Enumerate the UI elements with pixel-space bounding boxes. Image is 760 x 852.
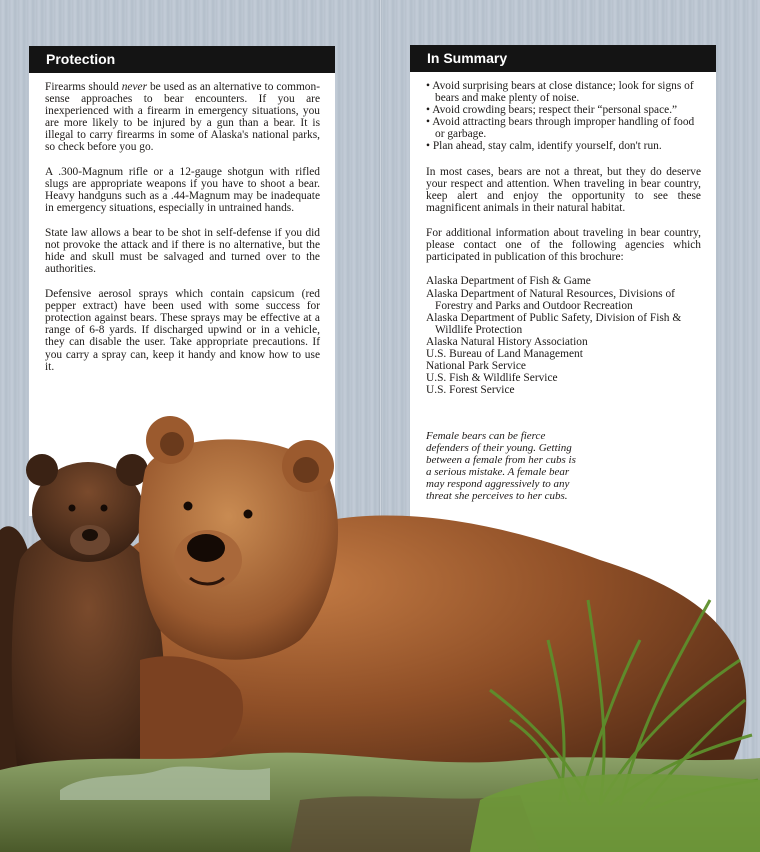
- agency-item: U.S. Fish & Wildlife Service: [426, 372, 558, 385]
- summary-bullet: • Avoid crowding bears; respect their “personal space.”: [426, 104, 678, 117]
- bear-ear-right-inner: [293, 457, 319, 483]
- agency-item: U.S. Bureau of Land Management: [426, 347, 583, 360]
- protection-paragraph-4: Defensive aerosol sprays which contain capsicum (red pepper extract) have been used with some success for protection against bears. These sprays may be effective at a range of 6-8 yards. If discharged upwind or in a vehicle, they can disable the user. Take appropriate precautions. If you carry a spray can, keep it handy and know how to use it.: [45, 288, 320, 373]
- summary-paragraph-2: For additional information about traveling in bear country, please contact one of the following agencies which participated in publication of this brochure:: [426, 226, 701, 263]
- bear-nose: [187, 534, 225, 562]
- p1-text-a: Firearms should: [45, 81, 122, 93]
- photo-caption: Female bears can be fierce defenders of their young. Getting between a female from her cubs is a serious mistake. A female bear may respond aggressively to any threat she perceives to her cubs.: [426, 430, 576, 503]
- agency-item: Wildlife Protection: [435, 323, 523, 336]
- protection-paragraph-2: A .300-Magnum rifle or a 12-gauge shotgun with rifled slugs are appropriate weapons if you have to shoot a bear. Heavy handguns such as a .44-Magnum may be inadequate in emergency situations, especially in untrained hands.: [45, 166, 320, 215]
- summary-bullet: • Avoid attracting bears through improper handling of food or garbage.: [426, 116, 695, 141]
- summary-bullet: • Avoid surprising bears at close distance; look for signs of bears and make plenty of noise.: [426, 80, 694, 105]
- agency-item: Alaska Natural History Association: [426, 335, 588, 348]
- cub-ear-left: [26, 454, 58, 486]
- protection-paragraph-3: State law allows a bear to be shot in self-defense if you did not provoke the attack and if there is no alternative, but the hide and skull must be salvaged and turned over to the authorities.: [45, 227, 320, 276]
- summary-bullet: • Plan ahead, stay calm, identify yourself, don't run.: [426, 140, 662, 153]
- summary-heading: In Summary: [410, 45, 716, 72]
- cub-eye-right: [101, 505, 108, 512]
- agency-item: Alaska Department of Natural Resources, Divisions of: [426, 287, 675, 300]
- agency-item: Forestry and Parks and Outdoor Recreation: [435, 299, 633, 312]
- protection-heading: Protection: [29, 46, 335, 73]
- agency-item: National Park Service: [426, 360, 526, 373]
- agency-item: Alaska Department of Fish & Game: [426, 275, 591, 288]
- bear-eye-right: [244, 510, 253, 519]
- p1-text-b: be used as an alternative to common-sense approaches to bear encounters. If you are inexperienced with a firearm in emergency situations, you are more likely to be injured by a gun than a bear. It is illegal to carry firearms in some of Alaska's national parks, so check before you go.: [45, 81, 320, 154]
- cub-nose: [82, 529, 98, 541]
- bear-ear-left-inner: [160, 432, 184, 456]
- agency-item: U.S. Forest Service: [426, 384, 515, 397]
- bear-eye-left: [184, 502, 193, 511]
- cub-eye-left: [69, 505, 76, 512]
- p1-emphasis: never: [121, 81, 148, 93]
- summary-paragraph-1: In most cases, bears are not a threat, but they do deserve your respect and attention. When traveling in bear country, keep alert and enjoy the opportunity to see these magnificent animals in their natural habitat.: [426, 165, 701, 214]
- agency-item: Alaska Department of Public Safety, Division of Fish &: [426, 311, 682, 324]
